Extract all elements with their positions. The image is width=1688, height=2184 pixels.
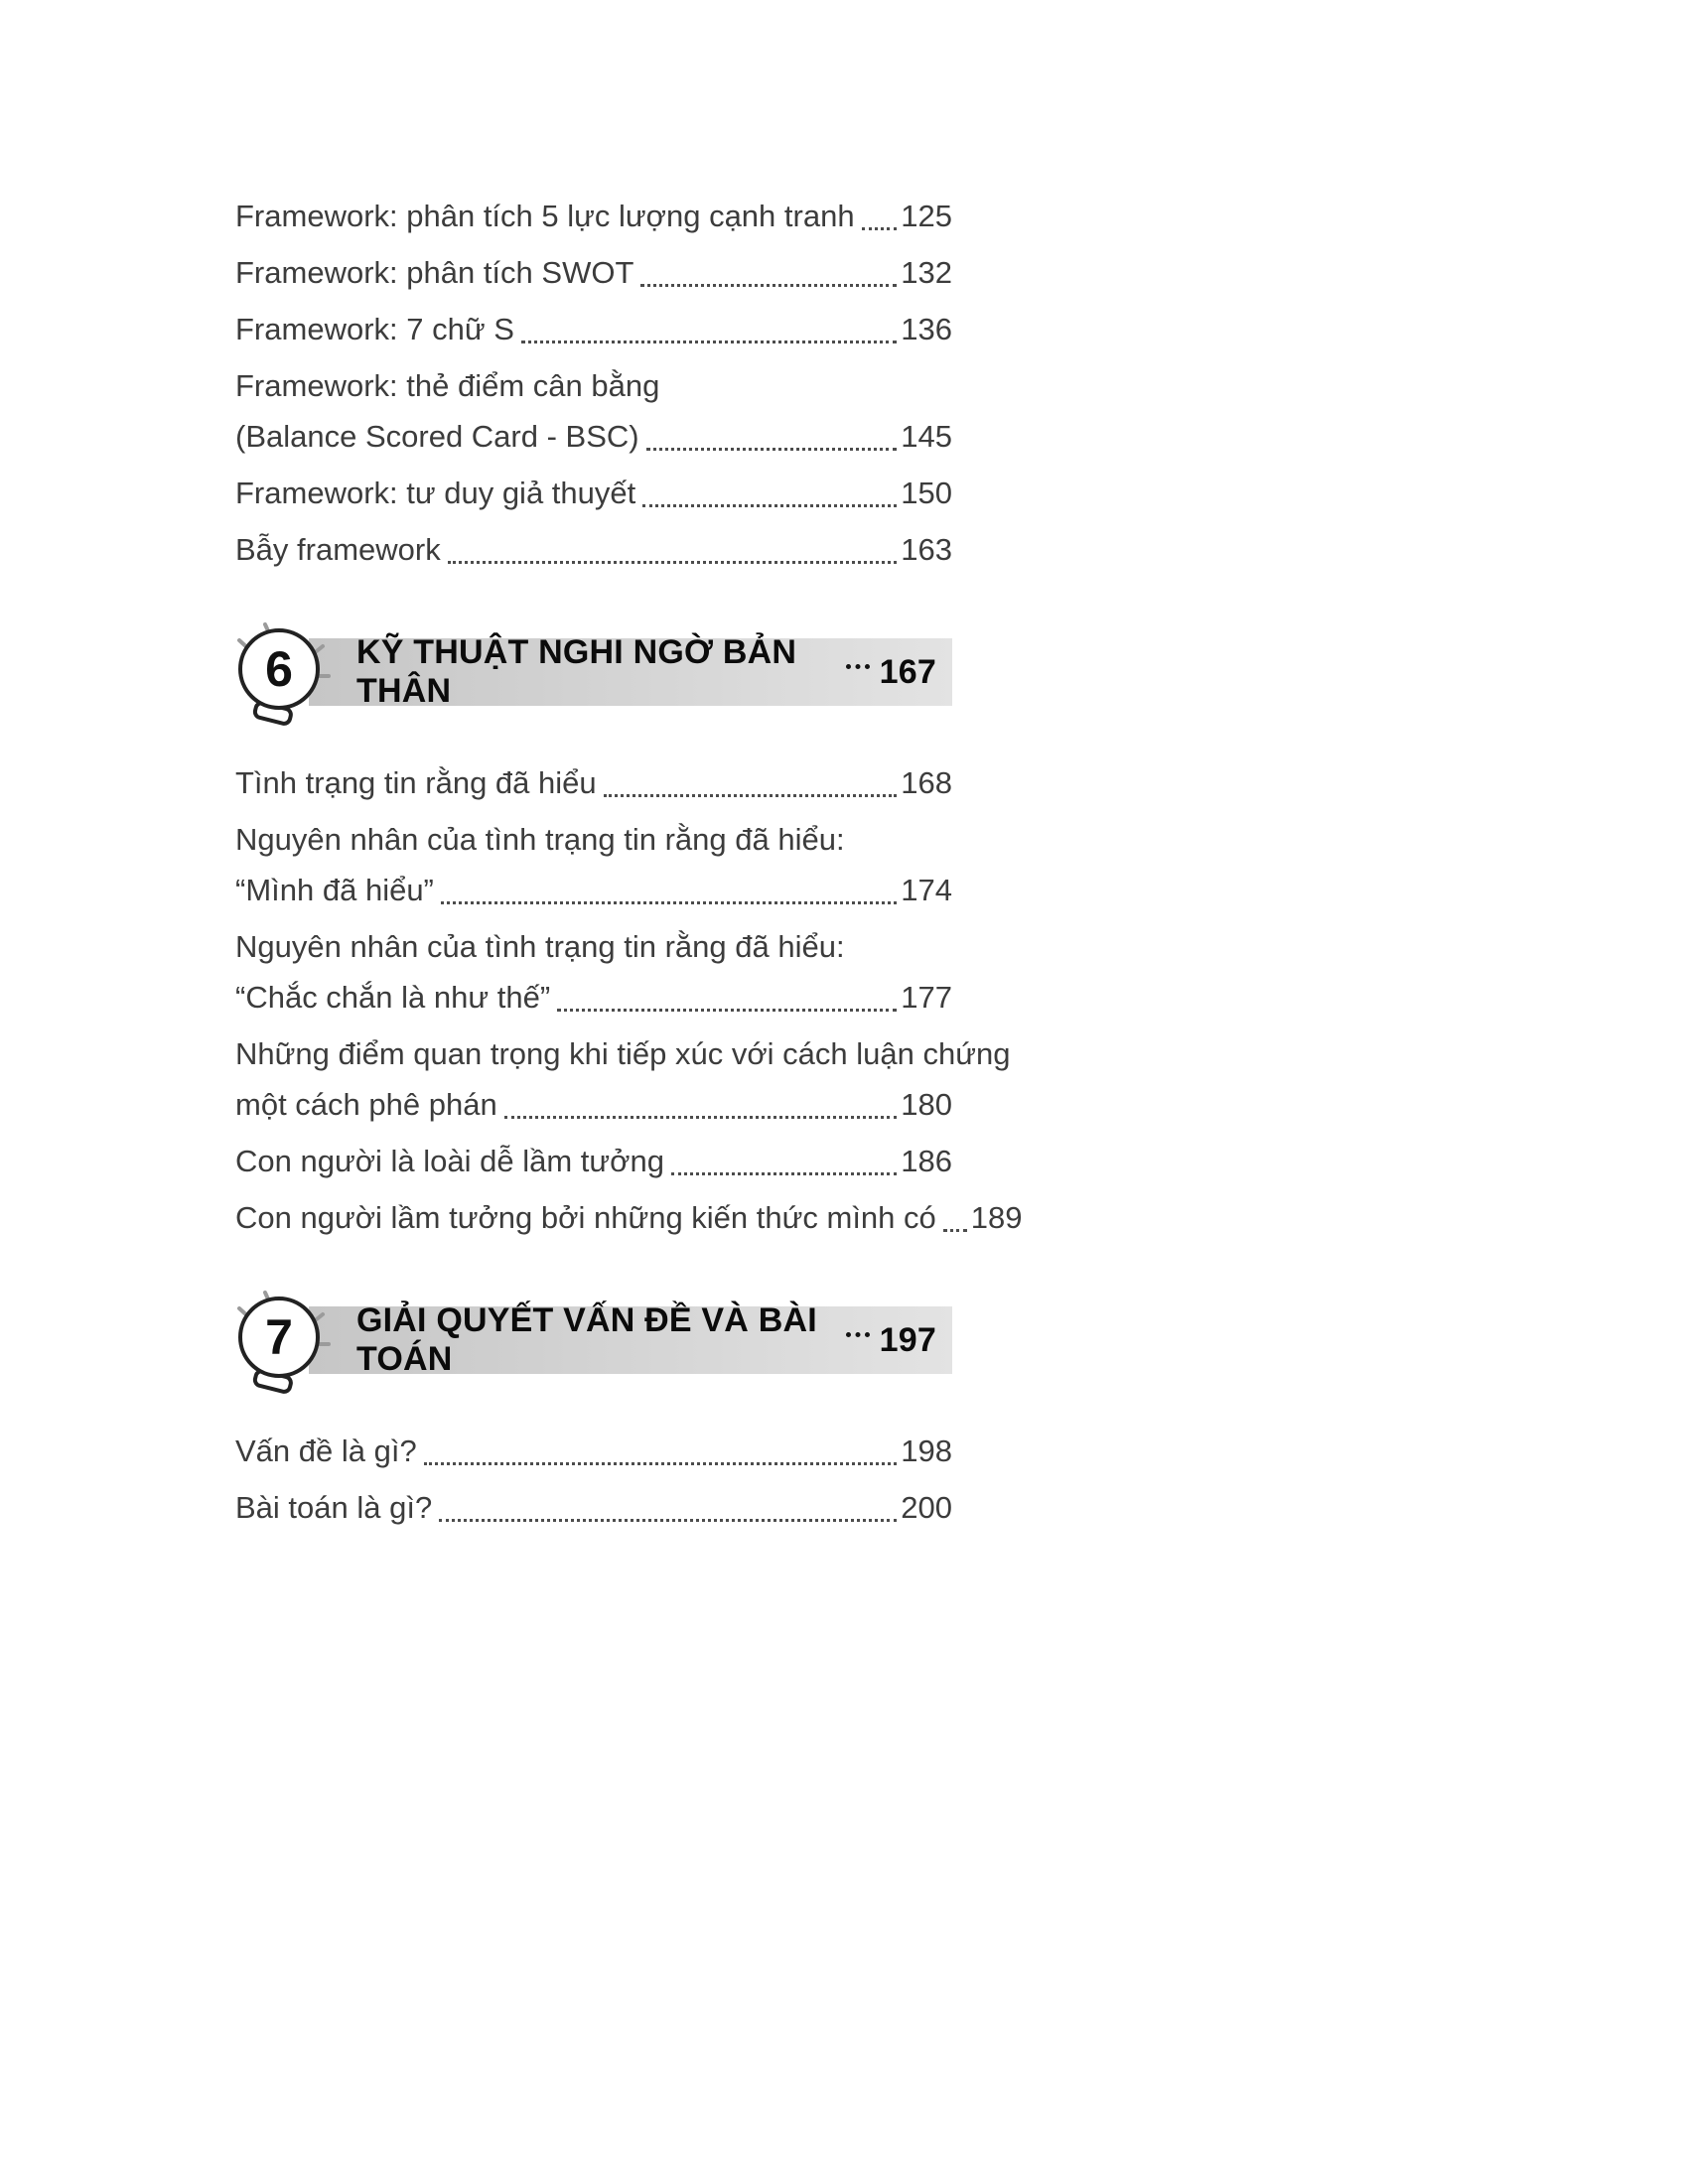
entry-title: Vấn đề là gì? — [235, 1433, 417, 1468]
svg-text:6: 6 — [265, 641, 293, 697]
toc-entry — [235, 814, 952, 915]
toc-entry — [235, 524, 952, 575]
entry-title: Bài toán là gì? — [235, 1490, 433, 1525]
lightbulb-icon — [223, 1285, 339, 1400]
entry-page-number: 186 — [901, 1144, 952, 1178]
entry-title: Con người lầm tưởng bởi những kiến thức mình có — [235, 1200, 936, 1235]
dot-leader — [671, 1172, 897, 1175]
entry-page-number: 136 — [901, 312, 952, 346]
toc-entry — [235, 468, 952, 518]
dot-leader — [642, 504, 897, 507]
chapter-heading-6 — [235, 633, 952, 710]
entry-page-number: 198 — [901, 1433, 952, 1468]
entry-page-number: 189 — [970, 1200, 1023, 1235]
chapter-page-number: 167 — [879, 652, 936, 691]
chapter-title: KỸ THUẬT NGHI NGỜ BẢN THÂN — [356, 633, 797, 710]
entry-title: Bẫy framework — [235, 532, 441, 567]
entry-title: Framework: tư duy giả thuyết — [235, 476, 636, 510]
entry-title: “Mình đã hiểu” — [235, 873, 434, 907]
chapter-title: GIẢI QUYẾT VẤN ĐỀ VÀ BÀI TOÁN — [356, 1301, 817, 1378]
toc-entry — [235, 921, 952, 1023]
entry-page-number: 125 — [901, 199, 952, 233]
entry-title: Framework: phân tích SWOT — [235, 255, 634, 290]
dot-leader — [846, 664, 870, 669]
toc-entry — [235, 1192, 1023, 1243]
toc-entry — [235, 1426, 952, 1476]
dot-leader — [604, 794, 898, 797]
entry-page-number: 177 — [901, 980, 952, 1015]
entry-title: Những điểm quan trọng khi tiếp xúc với cách luận chứng — [235, 1036, 1011, 1071]
toc-entry — [235, 757, 952, 808]
dot-leader — [846, 1332, 870, 1337]
dot-leader — [640, 284, 897, 287]
entry-page-number: 150 — [901, 476, 952, 510]
dot-leader — [943, 1229, 967, 1232]
entry-title: “Chắc chắn là như thế” — [235, 980, 551, 1015]
entry-title: Nguyên nhân của tình trạng tin rằng đã hiểu: — [235, 929, 845, 964]
svg-text:7: 7 — [265, 1309, 293, 1365]
entry-title: Nguyên nhân của tình trạng tin rằng đã hiểu: — [235, 822, 845, 857]
dot-leader — [862, 227, 898, 230]
entry-title: (Balance Scored Card - BSC) — [235, 419, 639, 454]
entry-page-number: 200 — [901, 1490, 952, 1525]
dot-leader — [448, 561, 898, 564]
chapter-bar — [309, 633, 952, 710]
lightbulb-icon — [223, 616, 339, 732]
entry-title: Con người là loài dễ lầm tưởng — [235, 1144, 664, 1178]
dot-leader — [521, 341, 897, 343]
dot-leader — [557, 1009, 897, 1012]
entry-page-number: 168 — [901, 765, 952, 800]
entry-title: Framework: 7 chữ S — [235, 312, 514, 346]
dot-leader — [441, 901, 897, 904]
chapter-heading-7 — [235, 1301, 952, 1378]
toc-entry — [235, 360, 952, 462]
dot-leader — [424, 1462, 898, 1465]
chapter-page-number: 197 — [879, 1320, 936, 1359]
entry-title: Framework: phân tích 5 lực lượng cạnh tranh — [235, 199, 855, 233]
toc-entry — [235, 1482, 952, 1533]
toc-entry — [235, 191, 952, 241]
dot-leader — [504, 1116, 898, 1119]
entry-title: Framework: thẻ điểm cân bằng — [235, 368, 660, 403]
entry-title: một cách phê phán — [235, 1087, 497, 1122]
entry-title: Tình trạng tin rằng đã hiểu — [235, 765, 597, 800]
toc-entry — [235, 247, 952, 298]
entry-page-number: 132 — [901, 255, 952, 290]
table-of-contents — [235, 191, 1023, 1539]
dot-leader — [646, 448, 898, 451]
toc-entry — [235, 304, 952, 354]
entry-page-number: 174 — [901, 873, 952, 907]
chapter-bar — [309, 1301, 952, 1378]
toc-entry — [235, 1136, 952, 1186]
entry-page-number: 163 — [901, 532, 952, 567]
dot-leader — [439, 1519, 897, 1522]
entry-page-number: 180 — [901, 1087, 952, 1122]
entry-page-number: 145 — [901, 419, 952, 454]
toc-entry — [235, 1028, 1011, 1130]
